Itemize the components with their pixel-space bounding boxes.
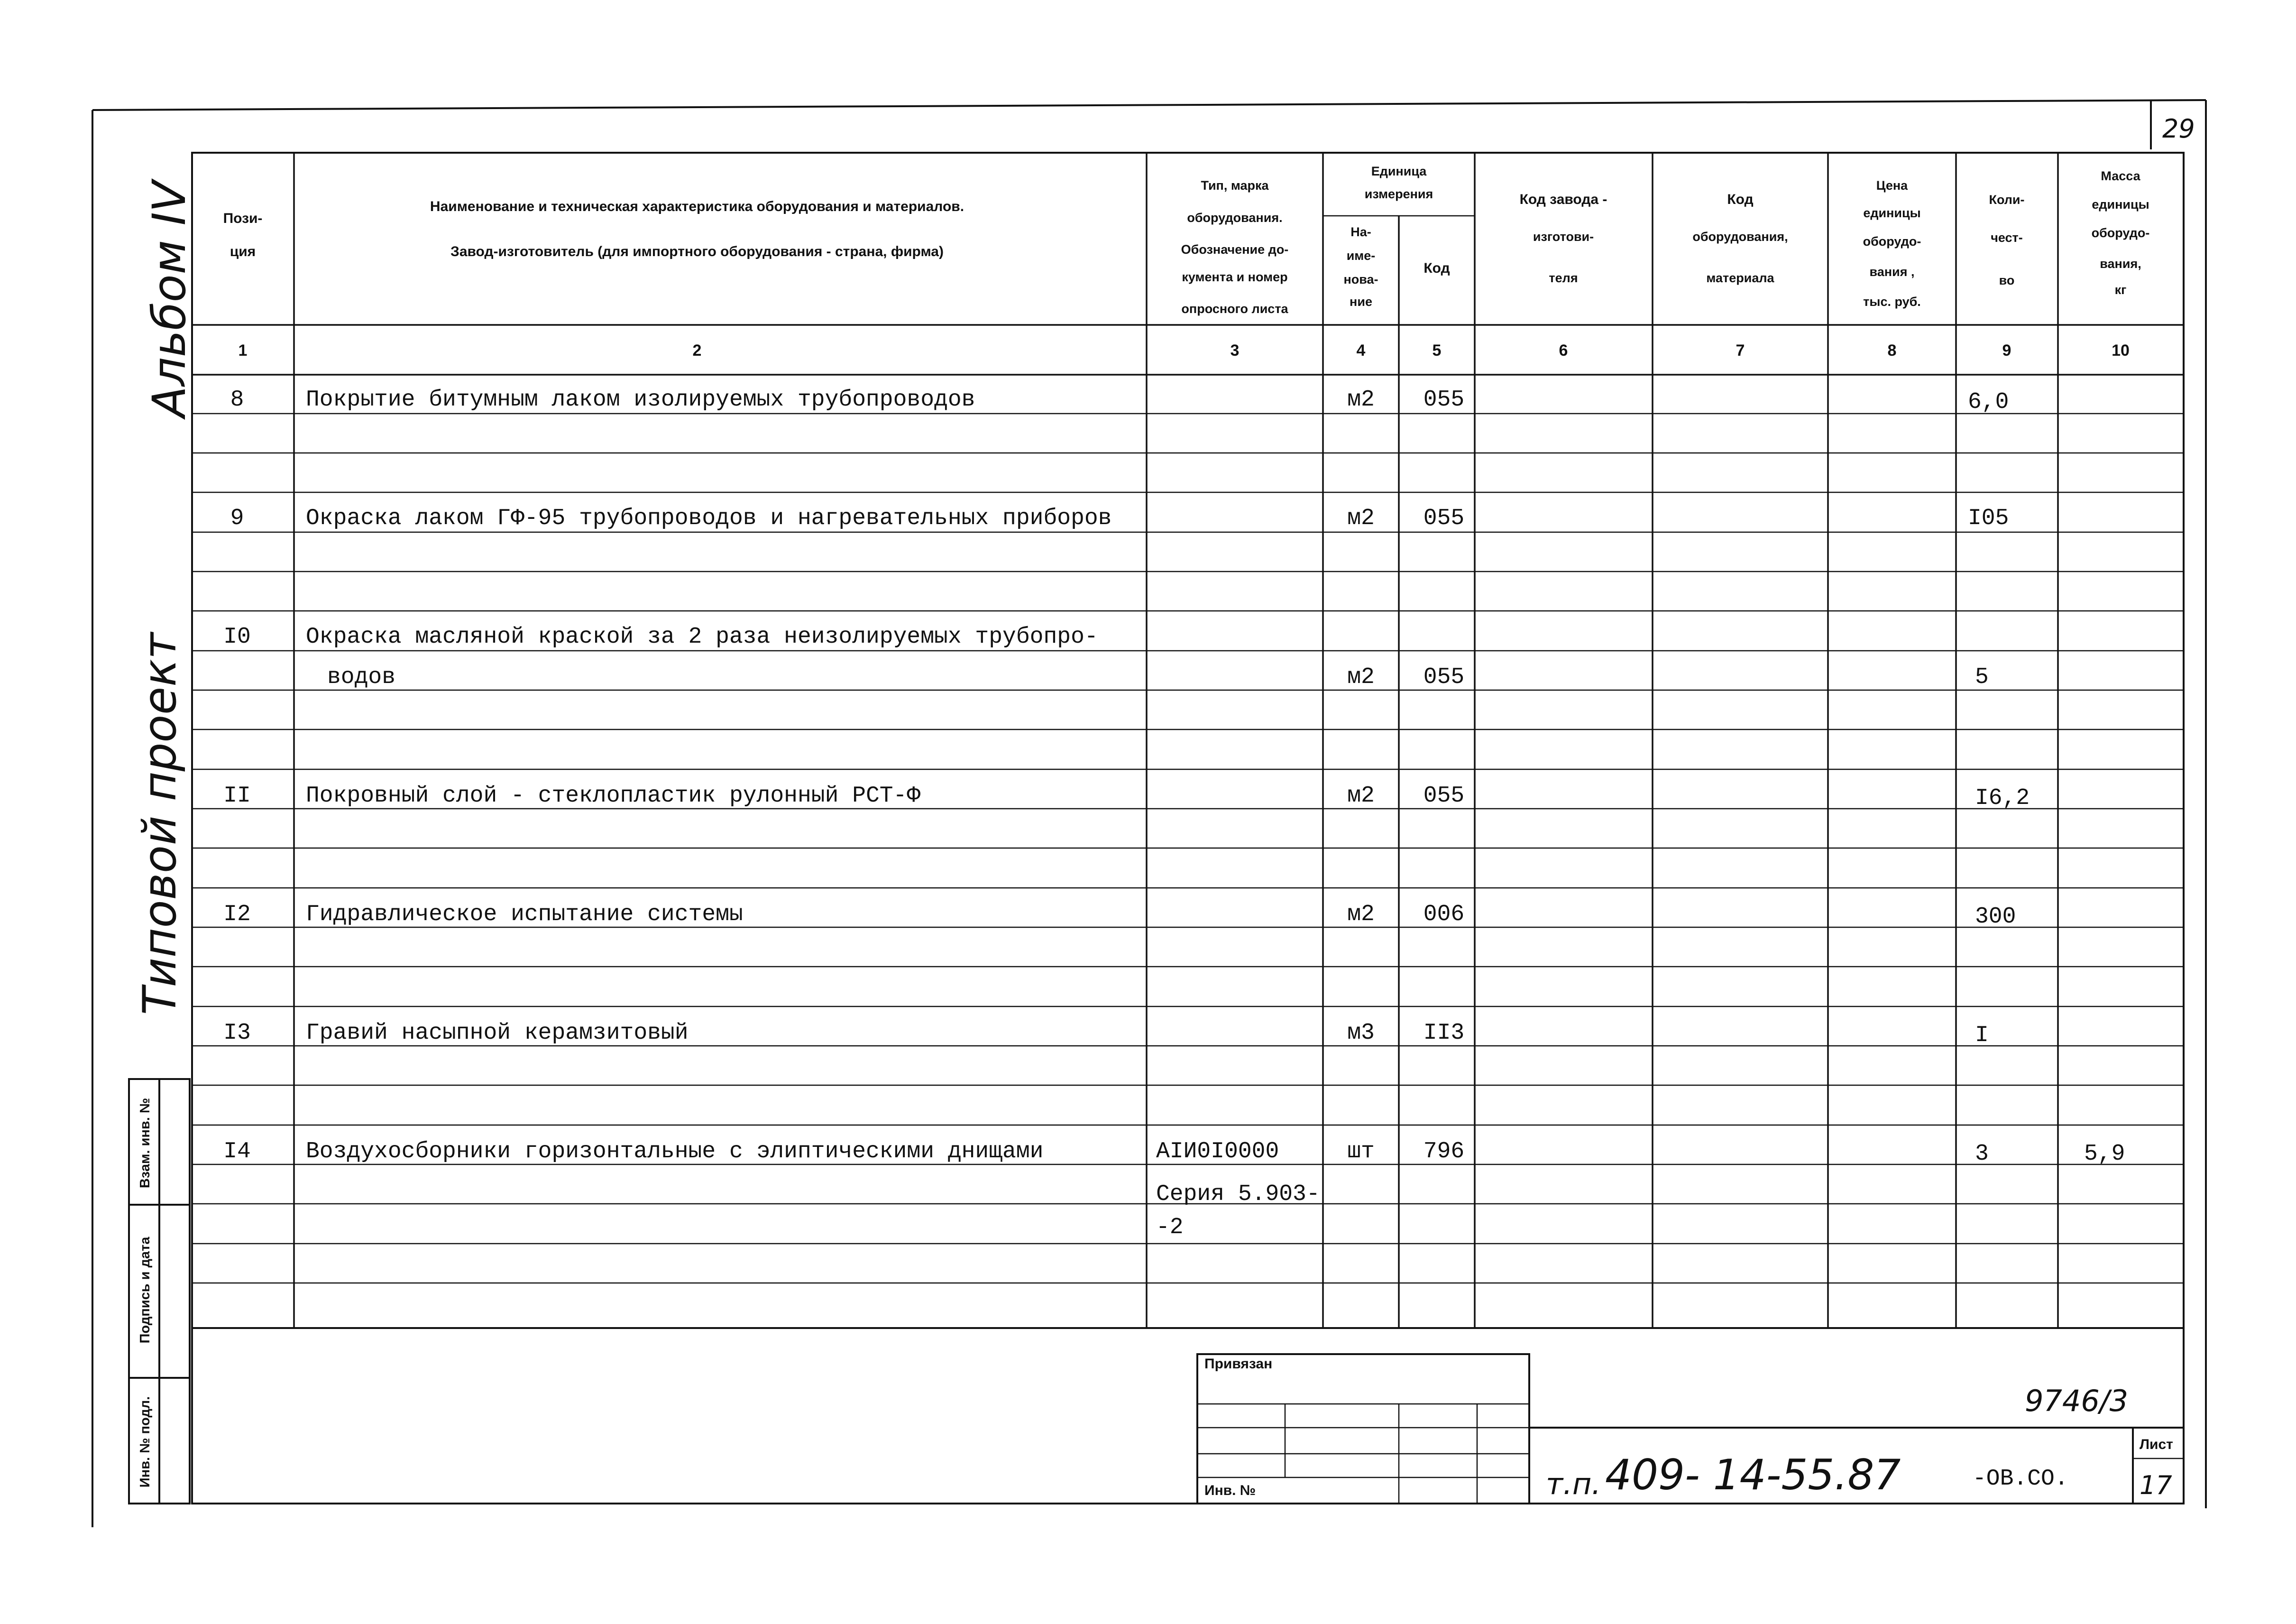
- table-row: [230, 387, 2009, 415]
- row-position: I2: [223, 902, 251, 927]
- row-code: 796: [1423, 1139, 1465, 1164]
- row-position: I3: [223, 1020, 251, 1046]
- col-number: 4: [1356, 341, 1366, 360]
- row-name: Покрытие битумным лаком изолируемых трубопроводов: [306, 387, 975, 413]
- hdr-col4-line1: На-: [1350, 225, 1371, 239]
- hdr-col10-line4: вания,: [2100, 257, 2141, 271]
- hdr-col7-line2: оборудования,: [1692, 230, 1788, 244]
- row-position: 8: [230, 387, 244, 413]
- col-number: 7: [1736, 341, 1745, 360]
- side-labels: [133, 178, 196, 1015]
- column-numbers-row: [239, 341, 2130, 360]
- row-qty: I05: [1968, 506, 2009, 531]
- hdr-col3-line3: Обозначение до-: [1181, 242, 1289, 257]
- hdr-unit-line1: Единица: [1371, 164, 1427, 178]
- col-number: 5: [1432, 341, 1442, 360]
- row-qty: I: [1975, 1023, 1989, 1048]
- row-unit: м3: [1347, 1020, 1375, 1046]
- hdr-col10-line5: кг: [2114, 283, 2127, 297]
- hdr-col2-line1: Наименование и техническая характеристика оборудования и материалов.: [430, 199, 964, 214]
- hdr-col3-line1: Тип, марка: [1201, 178, 1269, 193]
- hdr-col8-line2: единицы: [1863, 206, 1921, 220]
- hdr-col6-line2: изготови-: [1533, 230, 1594, 244]
- col-number: 3: [1230, 341, 1240, 360]
- hdr-col8-line3: оборудо-: [1863, 234, 1921, 249]
- table-row: [230, 506, 2009, 531]
- col-number: 1: [238, 341, 248, 360]
- sheet-number: 17: [2140, 1470, 2172, 1500]
- row-unit: шт: [1347, 1139, 1375, 1164]
- doc-suffix: -ОВ.СО.: [1973, 1466, 2068, 1492]
- table-row: [223, 902, 2016, 930]
- table-row: [223, 1139, 2125, 1167]
- doc-prefix: т.п.: [1546, 1467, 1601, 1501]
- row-name: водов: [327, 664, 396, 690]
- hdr-col10-line3: оборудо-: [2091, 226, 2150, 240]
- row-position: I0: [223, 624, 251, 650]
- row-qty: 6,0: [1968, 389, 2009, 415]
- hdr-col4-line4: ние: [1350, 295, 1372, 309]
- stamp-field-signature: Подпись и дата: [138, 1236, 153, 1344]
- row-code: 006: [1423, 902, 1465, 927]
- title-block: [1197, 1354, 2184, 1504]
- col-number: 8: [1887, 341, 1897, 360]
- row-name: Воздухосборники горизонтальные с элиптическими днищами: [306, 1139, 1044, 1164]
- row-type: AIИ0I0000: [1156, 1139, 1279, 1164]
- hdr-col6-line1: Код завода -: [1519, 192, 1607, 207]
- row-name: Окраска лаком ГФ-95 трубопроводов и нагревательных приборов: [306, 506, 1112, 531]
- col-number: 10: [2112, 341, 2130, 360]
- hdr-col4-line3: нова-: [1343, 272, 1378, 286]
- hdr-col3-line4: кумента и номер: [1182, 270, 1288, 284]
- table-body: [223, 387, 2125, 1240]
- hdr-col10-line1: Масса: [2101, 169, 2140, 183]
- row-position: 9: [230, 506, 244, 531]
- hdr-col7-line1: Код: [1727, 192, 1754, 207]
- inv-label: Инв. №: [1204, 1483, 1256, 1498]
- row-qty: 3: [1975, 1141, 1989, 1167]
- row-unit: м2: [1347, 506, 1375, 531]
- hdr-col2-line2: Завод-изготовитель (для импортного оборудования - страна, фирма): [450, 244, 944, 259]
- row-qty: 5: [1975, 664, 1989, 690]
- hdr-col1-line1: Пози-: [223, 211, 263, 226]
- table-row: [223, 1020, 1989, 1048]
- table-row: [223, 624, 1098, 650]
- hdr-col8-line1: Цена: [1876, 178, 1908, 193]
- stamp-field-inv: Инв. № подл.: [138, 1396, 153, 1488]
- doc-number: 409- 14-55.87: [1605, 1450, 1901, 1499]
- col-number: 9: [2002, 341, 2011, 360]
- hdr-col6-line3: теля: [1549, 271, 1578, 285]
- hdr-unit-line2: измерения: [1364, 187, 1433, 201]
- hdr-col9-line2: чест-: [1991, 231, 2023, 245]
- hdr-col9-line3: во: [1999, 273, 2015, 287]
- col-number: 2: [692, 341, 702, 360]
- hdr-col3-line5: опросного листа: [1181, 302, 1288, 316]
- table-row: [327, 664, 1989, 690]
- row-code: 055: [1423, 387, 1465, 413]
- hdr-col8-line4: вания ,: [1869, 265, 1915, 279]
- row-code: 055: [1423, 664, 1465, 690]
- row-code: II3: [1423, 1020, 1465, 1046]
- row-code: 055: [1423, 783, 1465, 809]
- table-header: [223, 164, 2150, 316]
- row-code: 055: [1423, 506, 1465, 531]
- order-number: 9746/3: [2025, 1384, 2129, 1418]
- row-position: I4: [223, 1139, 251, 1164]
- sheet-label: Лист: [2140, 1437, 2173, 1452]
- row-unit: м2: [1347, 387, 1375, 413]
- row-unit: м2: [1347, 664, 1375, 690]
- left-stamp: [129, 1079, 190, 1504]
- sheet-mark: 29: [2162, 114, 2195, 144]
- stamp-field-replace: Взам. инв. №: [138, 1098, 153, 1189]
- row-type: Серия 5.903-: [1156, 1181, 1320, 1207]
- hdr-col4-line2: име-: [1346, 249, 1376, 263]
- table-row: [223, 783, 2030, 811]
- hdr-col3-line2: оборудования.: [1187, 211, 1283, 225]
- hdr-col10-line2: единицы: [2092, 197, 2149, 212]
- row-qty: I6,2: [1975, 785, 2030, 811]
- hdr-col5: Код: [1424, 260, 1450, 276]
- row-name: Окраска масляной краской за 2 раза неизолируемых трубопро-: [306, 624, 1098, 650]
- row-unit: м2: [1347, 902, 1375, 927]
- outer-frame: [92, 100, 2206, 1527]
- table-frame: [192, 153, 2184, 1504]
- hdr-col7-line3: материала: [1706, 271, 1774, 285]
- col-number: 6: [1559, 341, 1568, 360]
- row-qty: 300: [1975, 904, 2016, 930]
- hdr-col8-line5: тыс. руб.: [1863, 295, 1921, 309]
- hdr-col1-line2: ция: [230, 244, 256, 259]
- hdr-col9-line1: Коли-: [1989, 193, 2025, 207]
- table-row: [1156, 1215, 1184, 1240]
- project-label: Типовой проект: [133, 632, 186, 1015]
- table-row: [1156, 1181, 1320, 1207]
- album-label: Альбом IV: [143, 181, 196, 417]
- row-type: -2: [1156, 1215, 1184, 1240]
- row-name: Гидравлическое испытание системы: [306, 902, 743, 927]
- row-unit: м2: [1347, 783, 1375, 809]
- row-position: II: [223, 783, 251, 809]
- bound-label: Привязан: [1204, 1356, 1273, 1372]
- row-mass: 5,9: [2084, 1141, 2125, 1167]
- row-name: Гравий насыпной керамзитовый: [306, 1020, 689, 1046]
- row-name: Покровный слой - стеклопластик рулонный РСТ-Ф: [306, 783, 921, 809]
